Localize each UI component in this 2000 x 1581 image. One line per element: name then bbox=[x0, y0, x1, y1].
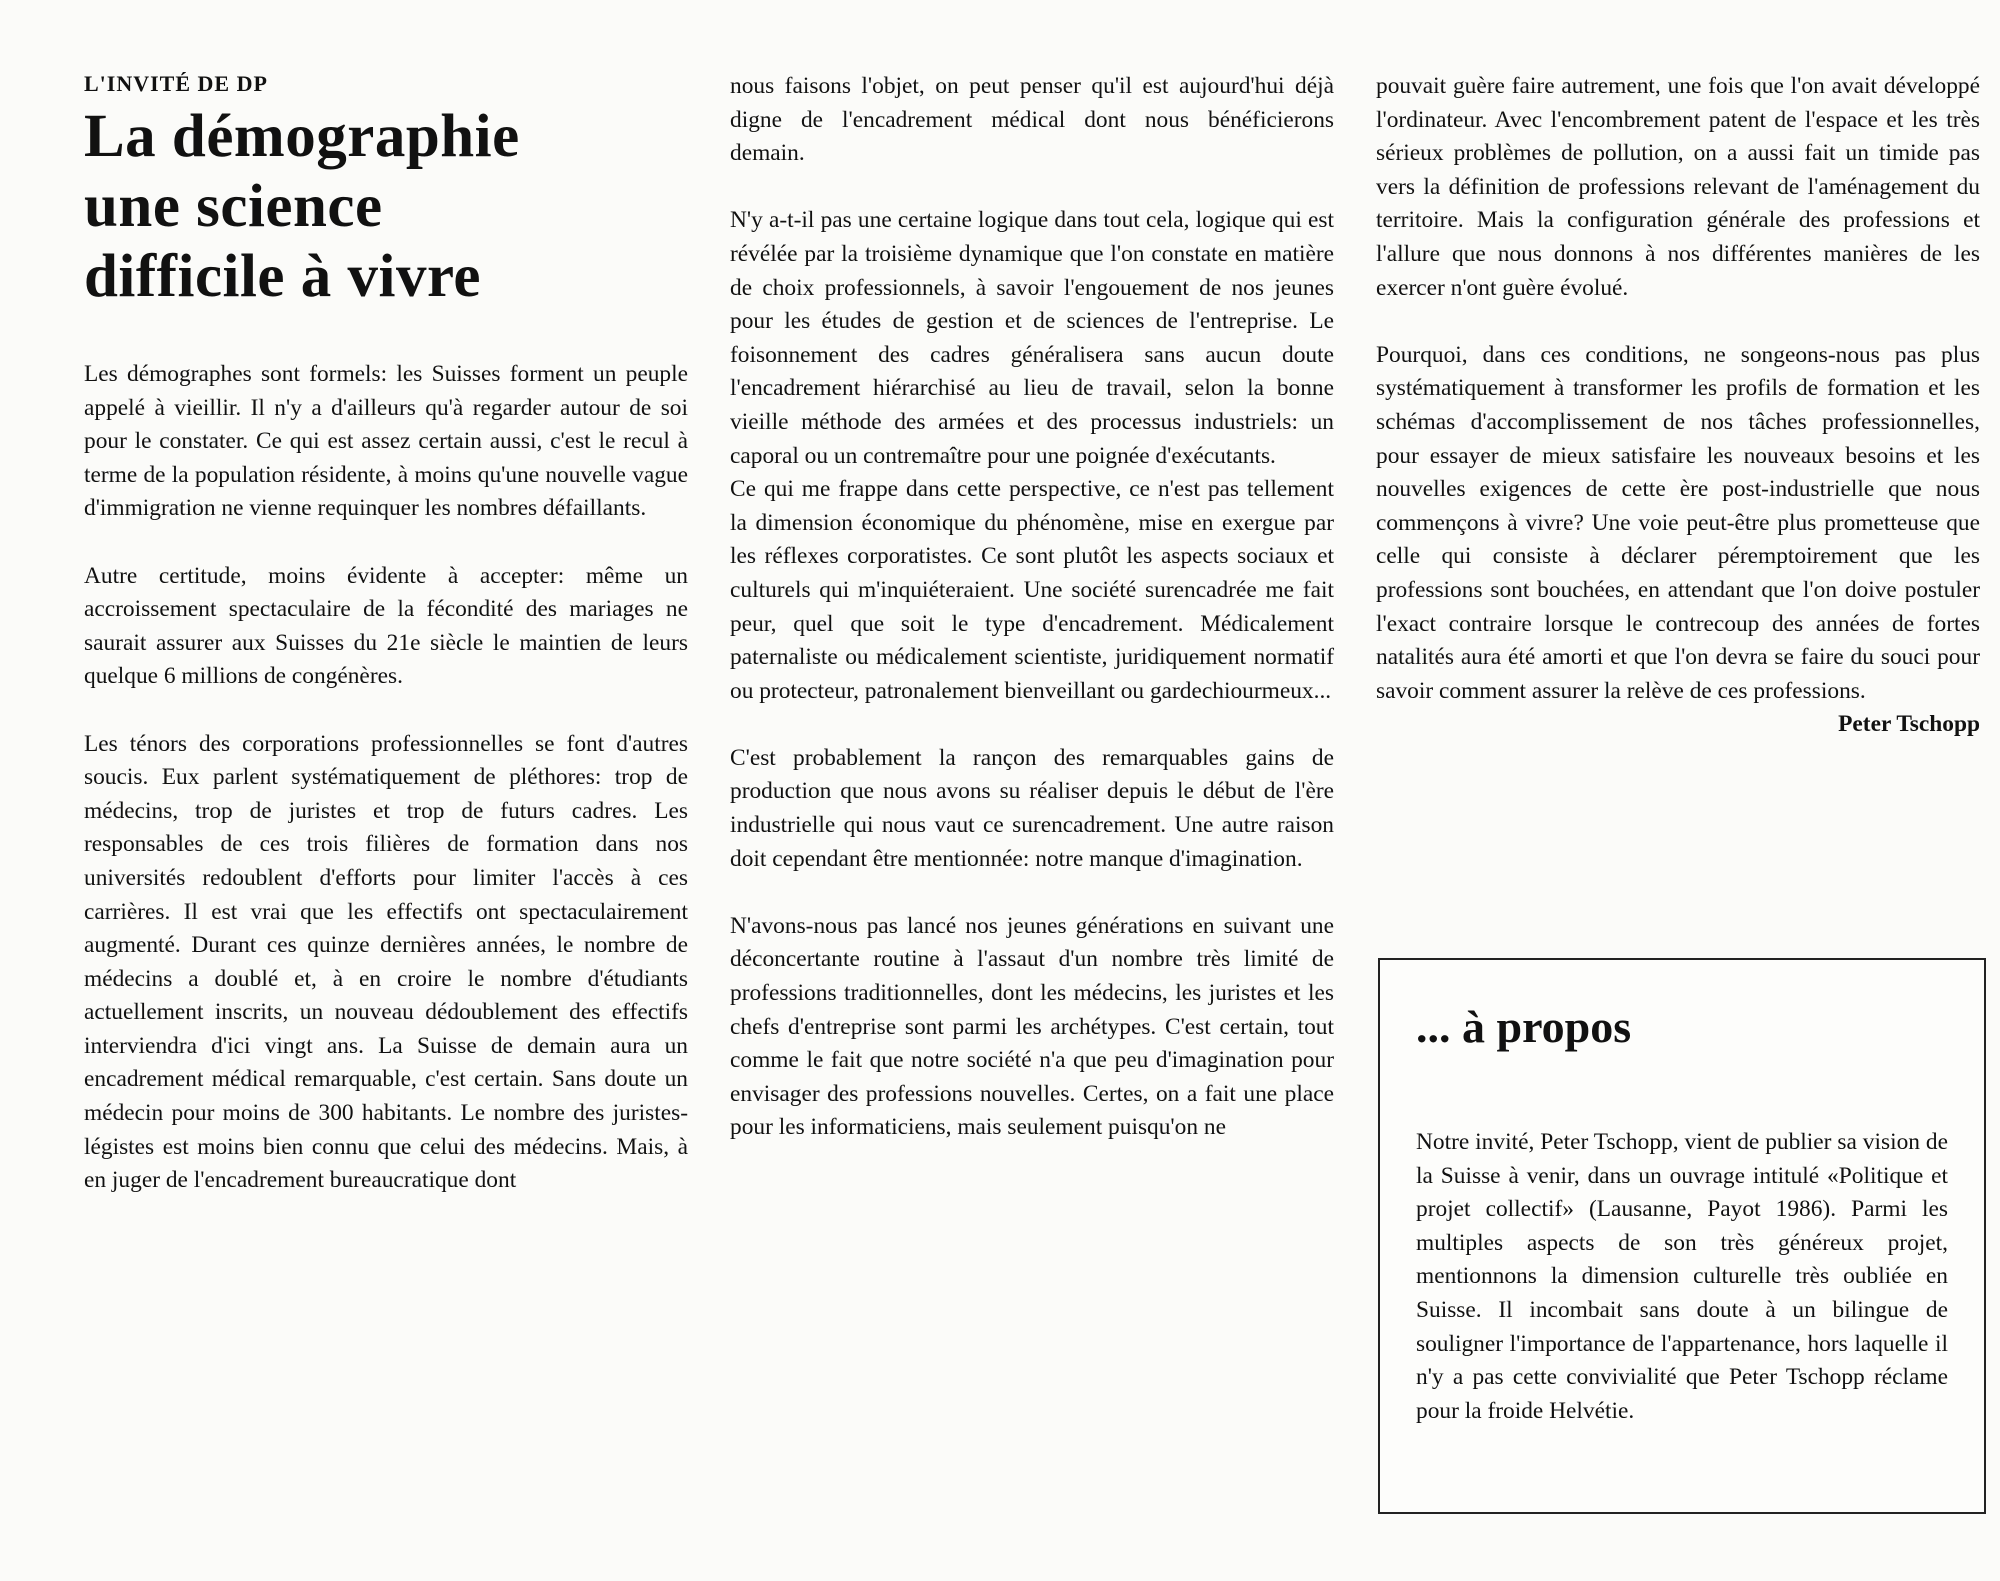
paragraph-6: C'est probablement la rançon des remarquables gains de production que nous avons su réaliser depuis le début de l'ère industrielle qui nous vaut ce surencadrement. Une autre raison doit cependant être mentionnée: notre manque d'imagination. bbox=[730, 744, 1334, 872]
paragraph-3: Les ténors des corporations professionnelles se font d'autres soucis. Eux parlent systématiquement de pléthores: trop de médecins, trop de juristes et trop de futurs cadres. Les responsables de ces trois filières de formation dans nos universités redoublent d'efforts pour limiter l'accès à ces carrières. Il est vrai que les effectifs ont spectaculairement augmenté. Durant ces quinze dernières années, le nombre de médecins a doublé et, à en croire le nombre d'étudiants actuellement inscrits, un nouveau dédoublement des effectifs interviendra d'ici vingt ans. La Suisse de demain aura un encadrement médical remarquable, c'est certain. Sans doute un médecin pour moins de 300 habitants. Le nombre des juristes-légistes est moins bien connu que celui des médecins. Mais, à en juger de l'encadrement bureaucratique dont bbox=[84, 730, 688, 1194]
column-1 bbox=[84, 70, 688, 1198]
apropos-box bbox=[1378, 958, 1986, 1514]
apropos-text: Notre invité, Peter Tschopp, vient de publier sa vision de la Suisse à venir, dans un ouvrage intitulé «Politique et projet collectif» (Lausanne, Payot 1986). Parmi les multiples aspects de son très généreux projet, mentionnons la dimension culturelle très oubliée en Suisse. Il incombait sans doute à un bilingue de souligner l'importance de l'appartenance, hors laquelle il n'y a pas cette convivialité que Peter Tschopp réclame pour la froide Helvétie. bbox=[1416, 1129, 1948, 1424]
article-headline bbox=[84, 102, 688, 312]
column-3 bbox=[1376, 70, 1980, 742]
paragraph-7-continued: pouvait guère faire autrement, une fois que l'on avait développé l'ordinateur. Avec l'encombrement patent de l'espace et les très sérieux problèmes de pollution, on a aussi fait un timide pas vers la définition de professions relevant de l'aménagement du territoire. Mais la configuration générale des professions et l'allure que nous donnons à nos différentes manières de les exercer n'ont guère évolué. bbox=[1376, 73, 1980, 301]
paragraph-1: Les démographes sont formels: les Suisses forment un peuple appelé à vieillir. Il n'y a d'ailleurs qu'à regarder autour de soi pour le constater. Ce qui est assez certain aussi, c'est le recul à terme de la population résidente, à moins qu'une nouvelle vague d'immigration ne vienne requinquer les nombres défaillants. bbox=[84, 361, 688, 522]
column-2 bbox=[730, 70, 1334, 1145]
author-signature: Peter Tschopp bbox=[1838, 711, 1980, 738]
paragraph-2: Autre certitude, moins évidente à accepter: même un accroissement spectaculaire de la fécondité des mariages ne saurait assurer aux Suisses du 21e siècle le maintien de leurs quelque 6 millions de congénères. bbox=[84, 562, 688, 690]
paragraph-7: N'avons-nous pas lancé nos jeunes générations en suivant une déconcertante routine à l'assaut d'un nombre très limité de professions traditionnelles, dont les médecins, les juristes et les chefs d'entreprise sont parmi les archétypes. C'est certain, tout comme le fait que notre société n'a que peu d'imagination pour envisager des professions nouvelles. Certes, on a fait une place pour les informaticiens, mais seulement puisqu'on ne bbox=[730, 912, 1334, 1141]
paragraph-5: Ce qui me frappe dans cette perspective, ce n'est pas tellement la dimension économique du phénomène, mise en exergue par les réflexes corporatistes. Ce sont plutôt les aspects sociaux et culturels qui m'inquiéteraient. Une société surencadrée me fait peur, quel que soit le type d'encadrement. Médicalement paternaliste ou médicalement scientiste, juridiquement normatif ou protecteur, patronalement bienveillant ou gardechiourmeux... bbox=[730, 476, 1334, 704]
apropos-title: ... à propos bbox=[1416, 1001, 1632, 1052]
paragraph-4: N'y a-t-il pas une certaine logique dans tout cela, logique qui est révélée par la troisième dynamique que l'on constate en matière de choix professionnels, à savoir l'engouement de nos jeunes pour les études de gestion et de sciences de l'entreprise. Le foisonnement des cadres généralisera sans aucun doute l'encadrement hiérarchisé au lieu de travail, selon la bonne vieille méthode des armées et des processus industriels: un caporal ou un contremaître pour une poignée d'exécutants. bbox=[730, 207, 1334, 469]
headline-line-1: La démographie bbox=[84, 103, 520, 170]
paragraph-8: Pourquoi, dans ces conditions, ne songeons-nous pas plus systématiquement à transformer les profils de formation et les schémas d'accomplissement de nos tâches professionnelles, pour essayer de mieux satisfaire les nouveaux besoins et les nouvelles exigences de cette ère post-industrielle que nous commençons à vivre? Une voie peut-être plus prometteuse que celle qui consiste à déclarer péremptoirement que les professions sont bouchées, en attendant que l'on doive postuler l'exact contraire lorsque le contrecoup des années de fortes natalités aura été amorti et que l'on devra se faire du souci pour savoir comment assurer la relève de ces professions. bbox=[1376, 341, 1980, 704]
headline-line-3: difficile à vivre bbox=[84, 243, 481, 310]
section-kicker: L'INVITÉ DE DP bbox=[84, 71, 268, 96]
paragraph-3-continued: nous faisons l'objet, on peut penser qu'il est aujourd'hui déjà digne de l'encadrement médical dont nous bénéficierons demain. bbox=[730, 73, 1334, 167]
headline-line-2: une science bbox=[84, 173, 383, 240]
